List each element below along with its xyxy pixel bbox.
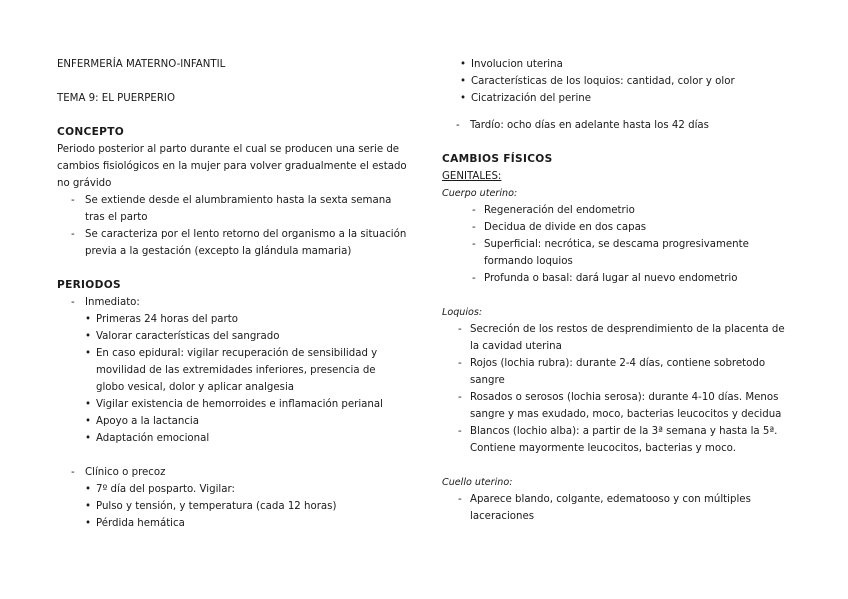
list-item: • Apoyo a la lactancia: [57, 413, 407, 430]
concepto-list: [57, 192, 407, 260]
clinico-list: [57, 481, 407, 532]
list-item: - Superficial: necrótica, se descama progresivamente formando loquios: [442, 236, 792, 270]
periodo-inmediato-label: - Inmediato:: [57, 294, 407, 311]
inmediato-list: [57, 311, 407, 447]
list-item: - Se extiende desde el alumbramiento hasta la sexta semana tras el parto: [57, 192, 407, 226]
genitales-subheading: GENITALES:: [442, 171, 502, 182]
periodo-tardio: - Tardío: ocho días en adelante hasta los 42 días: [442, 117, 792, 134]
list-item: - Secreción de los restos de desprendimiento de la placenta de la cavidad uterina: [442, 321, 792, 355]
list-item: - Regeneración del endometrio: [442, 202, 792, 219]
subject-title: ENFERMERÍA MATERNO-INFANTIL: [57, 59, 226, 70]
list-item: - Decidua de divide en dos capas: [442, 219, 792, 236]
left-column: [57, 56, 407, 532]
list-item: • Características de los loquios: cantidad, color y olor: [432, 73, 792, 90]
list-item: - Rojos (lochia rubra): durante 2-4 días, contiene sobretodo sangre: [442, 355, 792, 389]
list-item: • Pérdida hemática: [57, 515, 407, 532]
list-item: • Adaptación emocional: [57, 430, 407, 447]
list-item: • Cicatrización del perine: [432, 90, 792, 107]
clinico-continued-list: [432, 56, 792, 107]
list-item: • En caso epidural: vigilar recuperación de sensibilidad y movilidad de las extremidades inferiores, presencia de globo vesical, dolor y aplicar analgesia: [57, 345, 407, 396]
tardio-list: [442, 117, 792, 134]
cuerpo-uterino-label: Cuerpo uterino:: [442, 188, 518, 199]
concepto-heading: CONCEPTO: [57, 126, 125, 138]
loquios-label: Loquios:: [442, 307, 483, 318]
cuerpo-uterino-list: [442, 202, 792, 287]
list-item: - Profunda o basal: dará lugar al nuevo endometrio: [442, 270, 792, 287]
cambios-heading: CAMBIOS FÍSICOS: [442, 153, 553, 165]
list-item: • Vigilar existencia de hemorroides e inflamación perianal: [57, 396, 407, 413]
list-item: • Involucion uterina: [432, 56, 792, 73]
concepto-definition: Periodo posterior al parto durante el cual se producen una serie de cambios fisiológicos en la mujer para volver gradualmente el estado no grávido: [57, 144, 407, 189]
list-item: - Rosados o serosos (lochia serosa): durante 4-10 días. Menos sangre y mas exudado, moco, bacterias leucocitos y decidua: [442, 389, 792, 423]
list-item: - Blancos (lochio alba): a partir de la 3ª semana y hasta la 5ª. Contiene mayormente leucocitos, bacterias y moco.: [442, 423, 792, 457]
periodos-heading: PERIODOS: [57, 279, 121, 291]
right-column: [442, 56, 792, 525]
list-item: • 7º día del posparto. Vigilar:: [57, 481, 407, 498]
list-item: - Aparece blando, colgante, edematooso y con múltiples laceraciones: [442, 491, 792, 525]
periodo-clinico-label: - Clínico o precoz: [57, 464, 407, 481]
list-item: • Pulso y tensión, y temperatura (cada 12 horas): [57, 498, 407, 515]
list-item: - Se caracteriza por el lento retorno del organismo a la situación previa a la gestación (excepto la glándula mamaria): [57, 226, 407, 260]
cuello-uterino-list: [442, 491, 792, 525]
topic-title: TEMA 9: EL PUERPERIO: [57, 93, 175, 104]
cuello-uterino-label: Cuello uterino:: [442, 477, 513, 488]
list-item: • Primeras 24 horas del parto: [57, 311, 407, 328]
clinico-label-list: [57, 464, 407, 481]
loquios-list: [442, 321, 792, 457]
periodos-list: [57, 294, 407, 311]
list-item: • Valorar características del sangrado: [57, 328, 407, 345]
